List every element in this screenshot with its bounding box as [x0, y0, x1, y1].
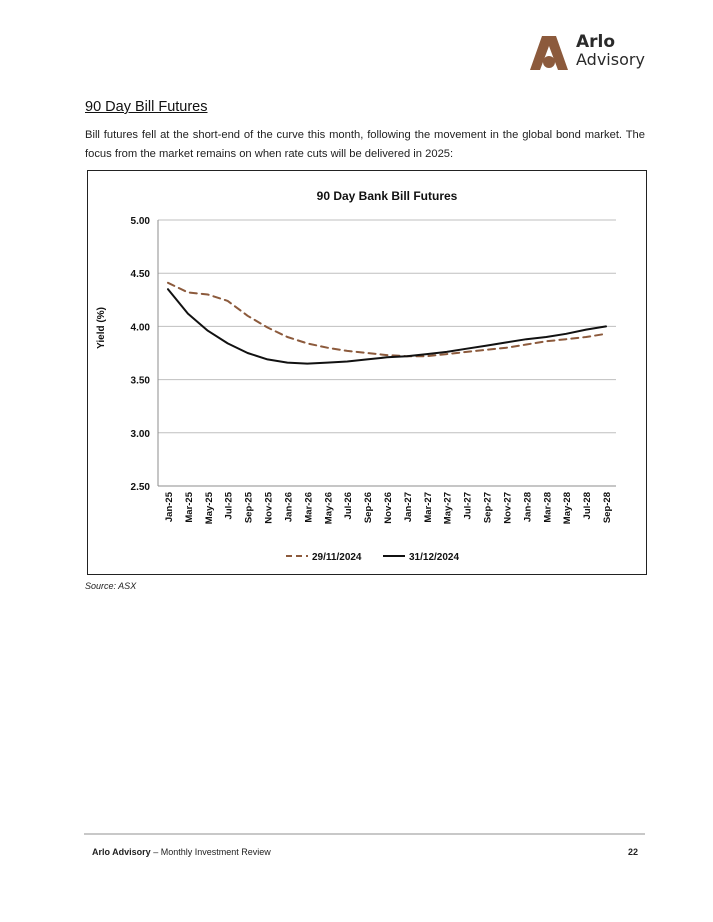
- footer-divider: [84, 833, 645, 835]
- futures-chart: [88, 171, 646, 574]
- y-tick-label: 3.50: [130, 375, 150, 387]
- arlo-logo-icon: [528, 33, 570, 71]
- intro-paragraph: Bill futures fell at the short-end of the curve this month, following the movement in the global bond market. The focus from the market remains on when rate cuts will be delivered in 2025:: [85, 129, 645, 160]
- x-tick-label: Mar-26: [303, 492, 315, 523]
- x-tick-label: Sep-27: [482, 492, 494, 524]
- brand-logo: [528, 31, 646, 73]
- x-tick-label: Sep-28: [602, 492, 614, 524]
- x-tick-label: Jan-28: [522, 492, 534, 523]
- footer-title: [92, 847, 271, 857]
- x-tick-label: Mar-28: [542, 492, 554, 523]
- x-tick-label: May-28: [562, 492, 574, 525]
- x-tick-label: Jul-25: [223, 492, 235, 520]
- x-tick-label: Jan-26: [283, 492, 295, 523]
- x-tick-label: Nov-27: [502, 492, 514, 524]
- chart-title: 90 Day Bank Bill Futures: [316, 189, 458, 203]
- x-tick-label: Nov-25: [263, 492, 275, 524]
- x-tick-label: May-27: [442, 492, 454, 525]
- x-tick-label: Jul-26: [343, 492, 355, 520]
- section-heading: 90 Day Bill Futures: [85, 99, 208, 115]
- legend-label: 29/11/2024: [312, 552, 362, 563]
- y-tick-label: 2.50: [130, 482, 150, 493]
- x-tick-label: Mar-25: [183, 492, 195, 523]
- x-tick-label: Jan-27: [402, 492, 414, 523]
- x-tick-label: Nov-26: [383, 492, 394, 524]
- brand-name-line2: Advisory: [576, 50, 645, 69]
- x-tick-label: Sep-25: [243, 492, 255, 524]
- y-tick-label: 3.00: [130, 428, 150, 440]
- x-tick-label: May-25: [203, 492, 215, 525]
- x-tick-label: Mar-27: [422, 492, 434, 523]
- legend-label: 31/12/2024: [409, 552, 460, 563]
- y-axis-label: Yield (%): [96, 307, 107, 349]
- footer-brand: Arlo Advisory: [92, 847, 151, 857]
- y-tick-label: 5.00: [130, 216, 150, 227]
- x-tick-label: May-26: [323, 492, 335, 525]
- chart-container: [87, 170, 647, 575]
- x-tick-label: Jul-27: [462, 492, 474, 520]
- footer-doc-title: – Monthly Investment Review: [150, 847, 271, 857]
- source-note: Source: ASX: [85, 581, 137, 591]
- x-tick-label: Jan-25: [163, 492, 175, 523]
- x-tick-label: Sep-26: [363, 492, 375, 524]
- x-tick-label: Jul-28: [582, 492, 594, 520]
- brand-name-line1: Arlo: [576, 32, 616, 52]
- y-tick-label: 4.50: [130, 269, 150, 281]
- y-tick-label: 4.00: [130, 322, 150, 334]
- page-number: 22: [628, 847, 639, 857]
